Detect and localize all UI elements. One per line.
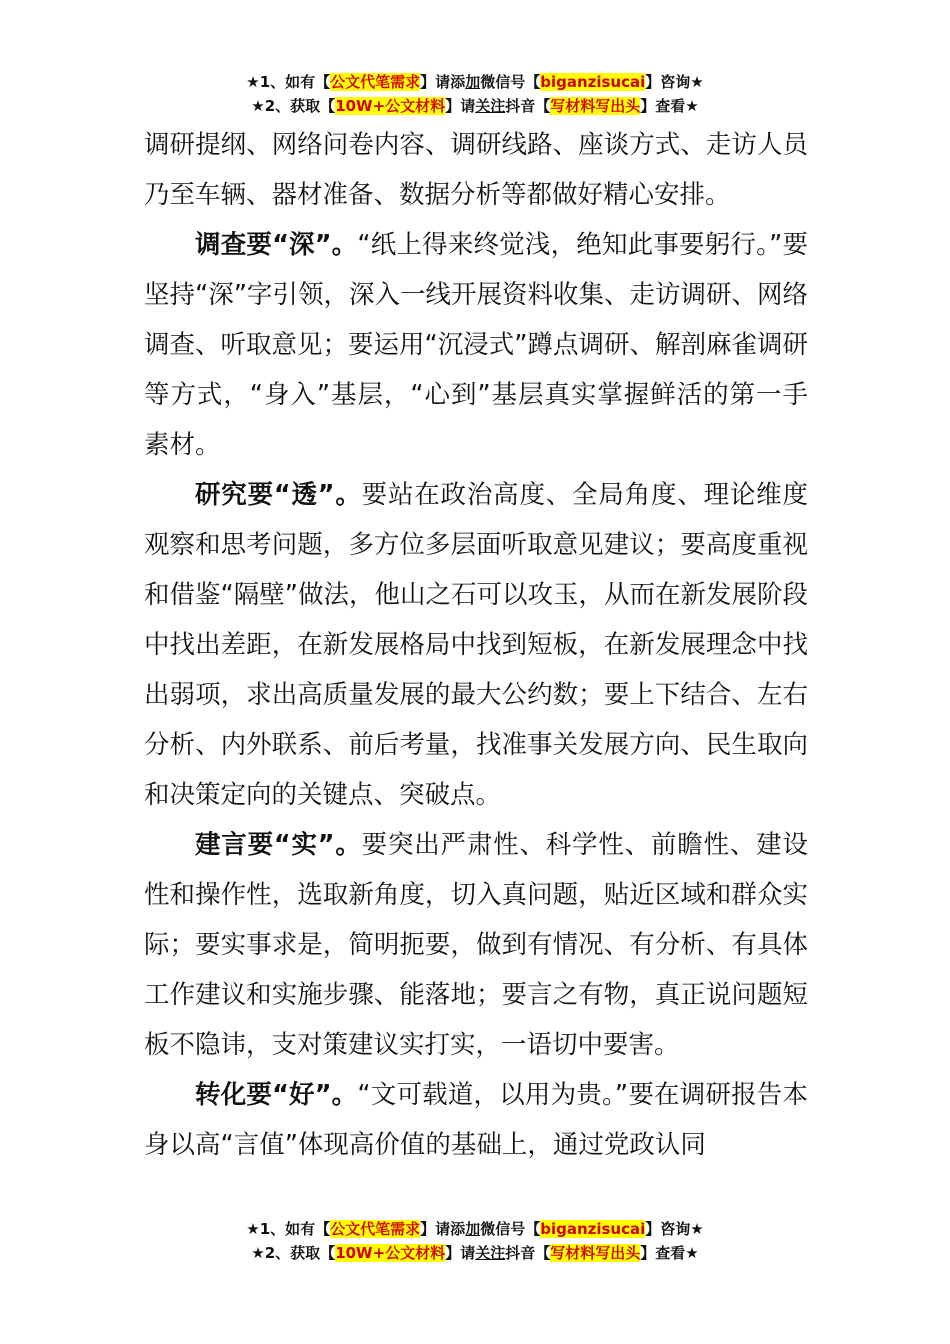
banner-highlight-service: 公文代笔需求 [330, 1220, 421, 1238]
footer-banner [0, 1217, 950, 1265]
banner-highlight-douyin: 写材料写出头 [550, 97, 641, 115]
paragraph-heading: 研究要“透”。 [195, 480, 362, 510]
paragraph-heading: 转化要“好”。 [195, 1080, 358, 1110]
banner-line-2: ★2、获取【10W+公文材料】请关注抖音【写材料写出头】查看★ [251, 1244, 699, 1262]
header-banner [0, 70, 950, 118]
paragraph-heading: 调查要“深”。 [195, 230, 358, 260]
banner-highlight-wechat-id: biganzisucai [540, 73, 646, 91]
paragraph-text: “纸上得来终觉浅，绝知此事要躬行。”要坚持“深”字引领，深入一线开展资料收集、走访调研、网络调查、听取意见；要运用“沉浸式”蹲点调研、解剖麻雀调研等方式，“身入”基层，“心到”基层真实掌握鲜活的第一手素材。 [144, 230, 808, 460]
paragraph-research [144, 470, 808, 820]
paragraph-suggestions [144, 820, 808, 1070]
banner-line-2: ★2、获取【10W+公文材料】请关注抖音【写材料写出头】查看★ [251, 97, 699, 115]
paragraph-text: “文可载道，以用为贵。”要在调研报告本身以高“言值”体现高价值的基础上，通过党政认同 [144, 1080, 808, 1160]
banner-highlight-wechat-id: biganzisucai [540, 1220, 646, 1238]
banner-highlight-materials: 10W+公文材料 [335, 97, 446, 115]
paragraph-continuation [144, 120, 808, 220]
paragraph-investigation [144, 220, 808, 470]
banner-highlight-service: 公文代笔需求 [330, 73, 421, 91]
banner-highlight-materials: 10W+公文材料 [335, 1244, 446, 1262]
banner-line-1: ★1、如有【公文代笔需求】请添加微信号【biganzisucai】咨询★ [246, 1220, 704, 1238]
banner-line-1: ★1、如有【公文代笔需求】请添加微信号【biganzisucai】咨询★ [246, 73, 704, 91]
paragraph-text: 调研提纲、网络问卷内容、调研线路、座谈方式、走访人员乃至车辆、器材准备、数据分析等都做好精心安排。 [144, 130, 808, 210]
paragraph-text: 要站在政治高度、全局角度、理论维度观察和思考问题，多方位多层面听取意见建议；要高度重视和借鉴“隔壁”做法，他山之石可以攻玉，从而在新发展阶段中找出差距，在新发展格局中找到短板，在新发展理念中找出弱项，求出高质量发展的最大公约数；要上下结合、左右分析、内外联系、前后考量，找准事关发展方向、民生取向和决策定向的关键点、突破点。 [144, 480, 808, 810]
document-body [144, 120, 808, 1170]
paragraph-heading: 建言要“实”。 [195, 830, 362, 860]
paragraph-text: 要突出严肃性、科学性、前瞻性、建设性和操作性，选取新角度，切入真问题，贴近区域和群众实际；要实事求是，简明扼要，做到有情况、有分析、有具体工作建议和实施步骤、能落地；要言之有物，真正说问题短板不隐讳，支对策建议实打实，一语切中要害。 [144, 830, 808, 1060]
banner-highlight-douyin: 写材料写出头 [550, 1244, 641, 1262]
paragraph-transformation [144, 1070, 808, 1170]
